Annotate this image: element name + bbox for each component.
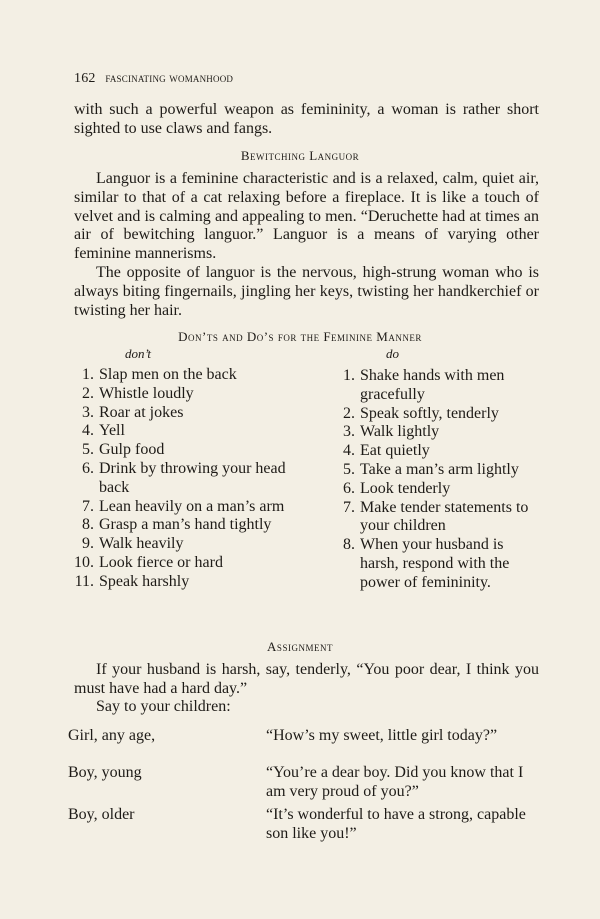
item-number: 8.: [343, 536, 355, 554]
item-number: 7.: [343, 498, 355, 516]
item-text: Slap men on the back: [99, 366, 237, 383]
list-item: [74, 422, 294, 441]
item-text: Yell: [99, 422, 125, 440]
item-number: 11.: [74, 572, 94, 590]
list-item: [74, 573, 294, 592]
dont-column-label: don’t: [125, 346, 151, 361]
list-item: [74, 441, 294, 460]
list-item: [335, 405, 545, 424]
languor-paragraph-2: The opposite of languor is the nervous, high-strung woman who is always biting fingernails, jingling her keys, twisting her handkerchief or twisting her hair.: [74, 264, 539, 319]
assignment-paragraph: If your husband is harsh, say, tenderly, “You poor dear, I think you must have had a hard day.”: [74, 661, 539, 697]
phrase-to-say: “It’s wonderful to have a strong, capable son like you!”: [266, 806, 526, 842]
item-number: 4.: [343, 442, 355, 460]
item-text: Speak softly, tenderly: [360, 404, 499, 422]
item-text: Speak harshly: [99, 572, 190, 590]
item-number: 8.: [82, 516, 94, 534]
section-heading-donts-and-dos: Don’ts and Do’s for the Feminine Manner: [178, 329, 422, 344]
intro-paragraph: with such a powerful weapon as femininity, a woman is rather short sighted to use claws and fangs.: [74, 101, 539, 137]
item-text: Gulp food: [99, 441, 165, 459]
item-number: 10.: [74, 553, 94, 571]
list-item: [335, 480, 545, 499]
page-number: 162: [74, 71, 96, 86]
list-item: [74, 385, 294, 404]
item-text: Lean heavily on a man’s arm: [99, 497, 285, 515]
languor-paragraph-1: Languor is a feminine characteristic and is a relaxed, calm, quiet air, similar to that of a cat relaxing before a fireplace. It is like a touch of velvet and is calming and appealing to men. “Deruchette had at times an air of bewitching languor.” Languor is a means of varying other feminine mannerisms.: [74, 170, 539, 263]
item-number: 1.: [82, 366, 94, 383]
list-item: [335, 499, 545, 537]
book-title: fascinating womanhood: [105, 70, 234, 85]
item-text: When your husband is harsh, respond with the power of femininity.: [360, 536, 510, 591]
list-item: [335, 442, 545, 461]
list-item: [335, 367, 545, 405]
do-column-label: do: [386, 346, 399, 361]
running-head: [74, 70, 233, 87]
item-text: Drink by throwing your head back: [99, 459, 286, 496]
item-number: 1.: [343, 367, 355, 384]
list-item: [74, 554, 294, 573]
item-number: 2.: [343, 404, 355, 422]
item-text: Walk lightly: [360, 423, 440, 441]
item-number: 4.: [82, 422, 94, 440]
audience-label: Girl, any age,: [68, 727, 156, 744]
list-item: [74, 498, 294, 517]
item-number: 6.: [343, 479, 355, 497]
list-item: [335, 423, 545, 442]
list-item: [74, 460, 294, 498]
do-list: [335, 367, 545, 593]
item-text: Look tenderly: [360, 479, 451, 497]
item-number: 6.: [82, 459, 94, 477]
item-number: 7.: [82, 497, 94, 515]
item-number: 5.: [82, 441, 94, 459]
list-item: [335, 461, 545, 480]
section-heading-assignment: Assignment: [267, 639, 333, 654]
item-text: Shake hands with men gracefully: [360, 367, 505, 403]
phrase-to-say: “You’re a dear boy. Did you know that I am very proud of you?”: [266, 764, 524, 800]
dont-list: [74, 366, 294, 592]
item-text: Grasp a man’s hand tightly: [99, 516, 272, 534]
item-number: 5.: [343, 460, 355, 478]
list-item: [74, 516, 294, 535]
audience-label: Boy, older: [68, 806, 135, 823]
item-number: 3.: [82, 403, 94, 421]
list-item: [74, 366, 294, 385]
list-item: [335, 536, 545, 592]
say-intro: Say to your children:: [96, 698, 231, 715]
item-text: Make tender statements to your children: [360, 498, 529, 535]
item-text: Look fierce or hard: [99, 553, 223, 571]
item-text: Whistle loudly: [99, 384, 194, 402]
item-text: Roar at jokes: [99, 403, 184, 421]
section-heading-bewitching-languor: Bewitching Languor: [240, 148, 360, 163]
item-text: Eat quietly: [360, 442, 430, 460]
item-text: Take a man’s arm lightly: [360, 460, 519, 478]
item-number: 3.: [343, 423, 355, 441]
item-number: 2.: [82, 384, 94, 402]
phrase-to-say: “How’s my sweet, little girl today?”: [266, 727, 498, 744]
list-item: [74, 535, 294, 554]
item-text: Walk heavily: [99, 535, 184, 553]
audience-label: Boy, young: [68, 764, 142, 781]
item-number: 9.: [82, 535, 94, 553]
list-item: [74, 404, 294, 423]
